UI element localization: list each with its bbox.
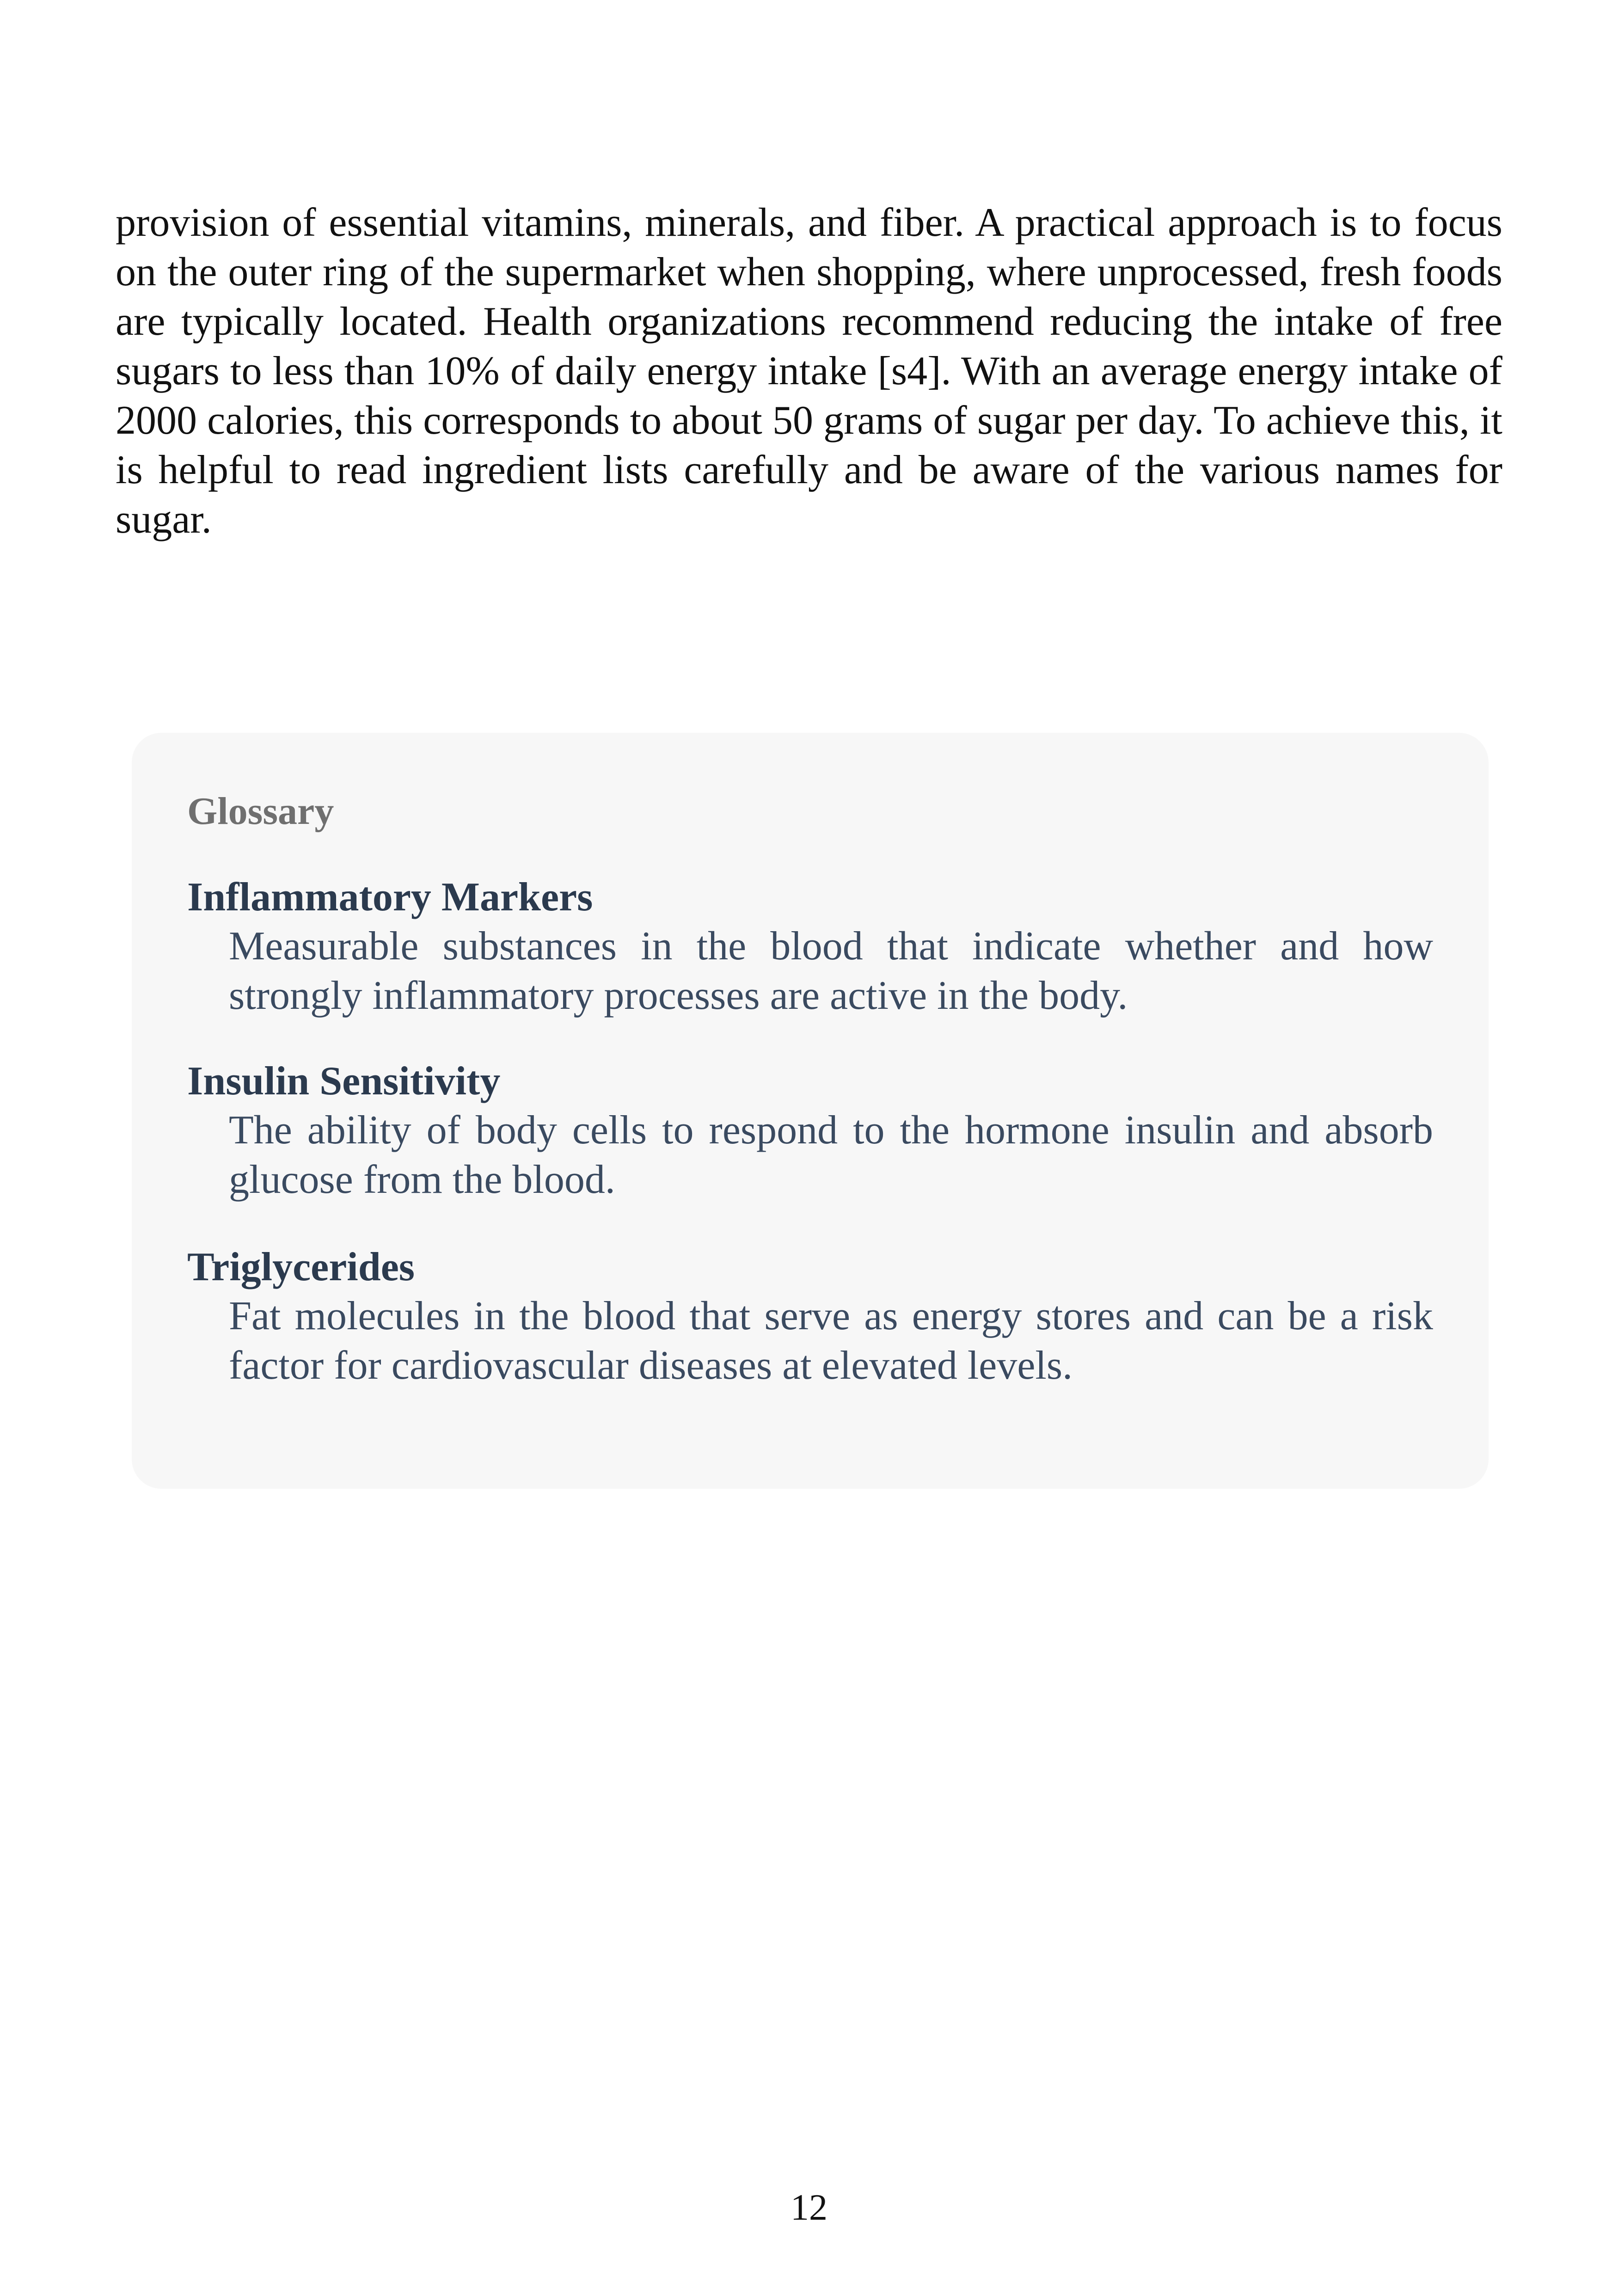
body-paragraph: provision of essential vitamins, minerals, and fiber. A practical approach is to focus on the outer ring of the supermarket when shopping, where unprocessed, fresh foods are typically located. Health organizations recommend reducing the intake of free sugars to less than 10% of daily energy intake [s4]. With an average energy intake of 2000 calories, this corresponds to about 50 grams of sugar per day. To achieve this, it is helpful to read ingredient lists carefully and be aware of the various names for sugar. [116,200,1502,542]
glossary-definition: The ability of body cells to respond to the hormone insulin and absorb glucose from the blood. [229,1108,1433,1202]
glossary-entry-triglycerides [187,1243,1433,1390]
glossary-term: Inflammatory Markers [187,875,593,920]
glossary-definition: Fat molecules in the blood that serve as energy stores and can be a risk factor for cardiovascular diseases at elevated levels. [229,1294,1433,1388]
page-number: 12 [791,2187,827,2228]
glossary-entry-inflammatory-markers [187,873,1433,1020]
glossary-title: Glossary [187,790,334,833]
glossary-entry-insulin-sensitivity [187,1057,1433,1204]
glossary-term: Triglycerides [187,1245,415,1289]
glossary-box [132,733,1489,1489]
glossary-term: Insulin Sensitivity [187,1059,501,1104]
glossary-definition: Measurable substances in the blood that indicate whether and how strongly inflammatory processes are active in the body. [229,924,1433,1018]
